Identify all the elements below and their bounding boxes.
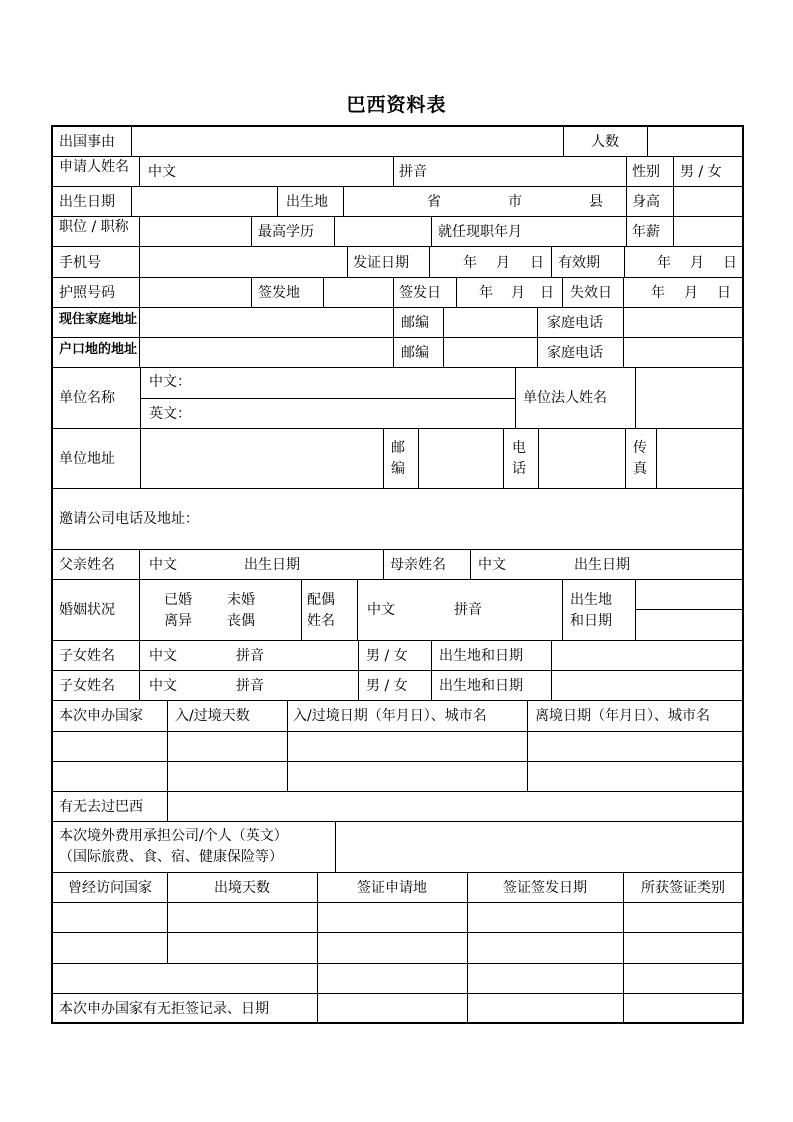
tel-label-top: 电 [512, 440, 526, 456]
travel-header-exit: 离境日期（年月日）、城市名 [535, 708, 710, 724]
hukou-address-label: 户口地的地址 [59, 342, 138, 357]
home-address-field[interactable] [141, 308, 391, 336]
passport-issue-label: 签发日 [399, 285, 441, 301]
company-address-label: 单位地址 [59, 451, 115, 467]
reason-field[interactable] [133, 128, 561, 155]
mobile-label: 手机号 [59, 255, 101, 271]
issue-place-label: 签发地 [258, 285, 300, 301]
zip-label-top: 邮 [391, 440, 405, 456]
spouse-pob-label-bottom: 和日期 [570, 613, 612, 629]
chinese-name-label: 中文 [367, 602, 395, 618]
spouse-label-top: 配偶 [307, 592, 335, 608]
pinyin-label: 拼音 [454, 602, 482, 618]
page-title: 巴西资料表 [346, 94, 447, 116]
chinese-name-label: 中文 [148, 164, 176, 180]
visit-header-country: 曾经访问国家 [68, 880, 152, 896]
visit-header-visa-type: 所获签证类别 [641, 880, 725, 896]
current-position-since-label: 就任现职年月 [438, 224, 522, 240]
travel-header-entry: 入/过境日期（年月日）、城市名 [293, 708, 487, 724]
height-field[interactable] [675, 187, 741, 215]
fax-label-top: 传 [633, 440, 647, 456]
pinyin-label: 拼音 [236, 648, 264, 664]
visit-header-issue-date: 签证签发日期 [503, 880, 587, 896]
legal-rep-label: 单位法人姓名 [523, 390, 607, 406]
father-dob-label: 出生日期 [244, 557, 300, 573]
company-en-label: 英文： [149, 406, 191, 422]
height-label: 身高 [632, 194, 660, 210]
chinese-name-label: 中文 [478, 557, 506, 573]
been-to-brazil-label: 有无去过巴西 [59, 799, 143, 815]
count-field[interactable] [649, 128, 741, 155]
passport-field[interactable] [141, 278, 249, 306]
year-label: 年 [479, 285, 493, 301]
month-label: 月 [511, 285, 525, 301]
tel-label-bottom: 话 [512, 461, 526, 477]
single-option[interactable]: 未婚 [227, 592, 255, 608]
visa-refusal-label: 本次申办国家有无拒签记录、日期 [59, 1001, 269, 1017]
pob-label: 出生地 [286, 194, 328, 210]
zip-label: 邮编 [401, 345, 429, 361]
dob-field[interactable] [133, 187, 275, 215]
mobile-field[interactable] [141, 248, 345, 276]
expense-note: （国际旅费、食、宿、健康保险等） [59, 849, 283, 865]
year-label: 年 [651, 285, 665, 301]
valid-until-label: 有效期 [558, 255, 600, 271]
sex-label: 性别 [632, 164, 660, 180]
expense-label: 本次境外费用承担公司/个人（英文） [59, 828, 288, 844]
marital-status-label: 婚姻状况 [59, 602, 115, 618]
home-phone-label: 家庭电话 [547, 315, 603, 331]
child-pob-label: 出生地和日期 [439, 648, 523, 664]
been-to-brazil-field[interactable] [169, 792, 741, 820]
year-label: 年 [657, 255, 671, 271]
widowed-option[interactable]: 丧偶 [227, 613, 255, 629]
chinese-name-label: 中文 [149, 557, 177, 573]
fax-label-bottom: 真 [633, 461, 647, 477]
chinese-name-label: 中文 [149, 678, 177, 694]
passport-label: 护照号码 [59, 285, 115, 301]
education-label: 最高学历 [258, 224, 314, 240]
hukou-address-field[interactable] [141, 338, 391, 366]
travel-header-days: 入/过境天数 [175, 708, 250, 724]
county-label: 县 [589, 194, 603, 210]
month-label: 月 [496, 255, 510, 271]
position-label: 职位 / 职称 [59, 219, 129, 235]
city-label: 市 [508, 194, 522, 210]
pinyin-label: 拼音 [399, 164, 427, 180]
company-cn-label: 中文： [149, 374, 191, 390]
day-label: 日 [723, 255, 737, 271]
day-label: 日 [540, 285, 554, 301]
zip-label-bottom: 编 [391, 461, 405, 477]
mother-name-label: 母亲姓名 [390, 557, 446, 573]
province-label: 省 [427, 194, 441, 210]
salary-label: 年薪 [632, 224, 660, 240]
child-pob-label: 出生地和日期 [439, 678, 523, 694]
spouse-label-bottom: 姓名 [307, 613, 335, 629]
month-label: 月 [684, 285, 698, 301]
dob-label: 出生日期 [59, 194, 115, 210]
home-phone-label: 家庭电话 [547, 345, 603, 361]
visit-header-days: 出境天数 [214, 880, 270, 896]
mother-dob-label: 出生日期 [574, 557, 630, 573]
reason-label: 出国事由 [59, 134, 115, 150]
expense-field[interactable] [337, 822, 741, 871]
chinese-name-label: 中文 [149, 648, 177, 664]
married-option[interactable]: 已婚 [164, 592, 192, 608]
day-label: 日 [530, 255, 544, 271]
company-name-label: 单位名称 [59, 390, 115, 406]
year-label: 年 [463, 255, 477, 271]
sex-option[interactable]: 男 / 女 [680, 164, 722, 180]
count-label: 人数 [591, 134, 619, 150]
travel-header-country: 本次申办国家 [59, 708, 143, 724]
child-name-label: 子女姓名 [59, 648, 115, 664]
spouse-pob-label-top: 出生地 [570, 592, 612, 608]
application-form [51, 125, 744, 1024]
month-label: 月 [690, 255, 704, 271]
father-name-label: 父亲姓名 [59, 557, 115, 573]
divorced-option[interactable]: 离异 [164, 613, 192, 629]
applicant-name-label: 申请人姓名 [59, 159, 129, 175]
day-label: 日 [717, 285, 731, 301]
zip-label: 邮编 [401, 315, 429, 331]
expire-date-label: 失效日 [570, 285, 612, 301]
pinyin-label: 拼音 [236, 678, 264, 694]
issue-date-label: 发证日期 [353, 255, 409, 271]
inviting-company-label: 邀请公司电话及地址： [59, 511, 199, 527]
home-address-label: 现住家庭地址 [59, 312, 138, 327]
visit-header-apply-place: 签证申请地 [357, 880, 427, 896]
child-name-label: 子女姓名 [59, 678, 115, 694]
sex-option[interactable]: 男 / 女 [366, 678, 408, 694]
sex-option[interactable]: 男 / 女 [366, 648, 408, 664]
